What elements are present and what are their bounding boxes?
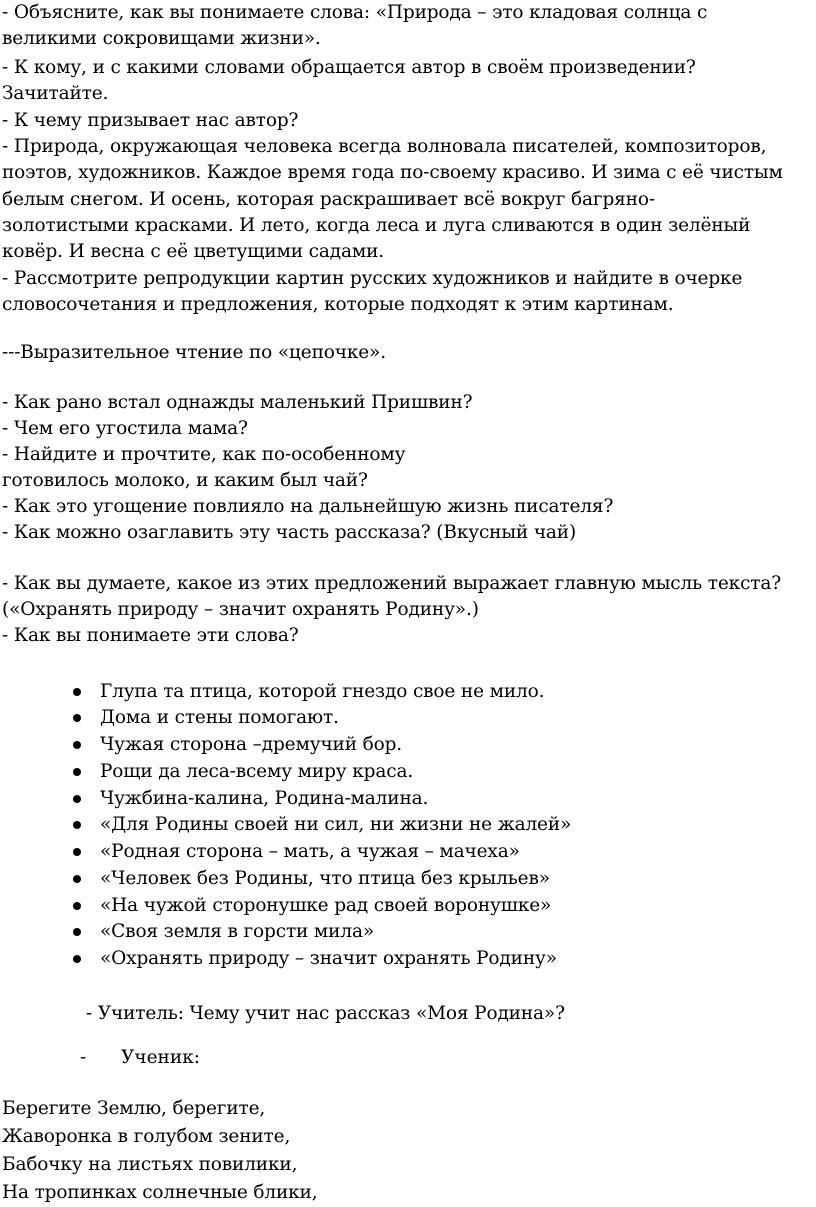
intro-line: - Природа, окружающая человека всегда волновала писателей, композиторов, <box>2 136 767 157</box>
intro-line: - Объясните, как вы понимаете слова: «Природа – это кладовая солнца с <box>2 2 708 23</box>
student-dash: - <box>80 1047 87 1068</box>
intro-line: - Рассмотрите репродукции картин русских художников и найдите в очерке <box>2 268 743 289</box>
proverb-text: Чужбина-калина, Родина-малина. <box>100 788 429 809</box>
intro-line: Зачитайте. <box>2 83 109 104</box>
bullet-icon <box>73 955 81 963</box>
proverb-text: Рощи да леса-всему миру краса. <box>100 761 414 782</box>
poem-line: Жаворонка в голубом зените, <box>2 1126 291 1147</box>
bullet-icon <box>73 928 81 936</box>
poem-line: На тропинках солнечные блики, <box>2 1182 318 1203</box>
bullet-icon <box>73 848 81 856</box>
proverb-text: «На чужой сторонушке рад своей воронушке» <box>100 895 552 916</box>
bullet-icon <box>73 768 81 776</box>
bullet-icon <box>73 902 81 910</box>
student-label: Ученик: <box>121 1047 201 1068</box>
bullet-icon <box>73 875 81 883</box>
main-idea-line: - Как вы понимаете эти слова? <box>2 625 299 646</box>
question-line: - Найдите и прочтите, как по-особенному <box>2 444 406 465</box>
bullet-icon <box>73 795 81 803</box>
intro-line: поэтов, художников. Каждое время года по-своему красиво. И зима с её чистым <box>2 162 783 183</box>
bullet-icon <box>73 688 81 696</box>
question-line: - Чем его угостила мама? <box>2 418 248 439</box>
poem-line: Берегите Землю, берегите, <box>2 1098 266 1119</box>
chain-reading-line: ---Выразительное чтение по «цепочке». <box>2 342 386 363</box>
proverb-text: Глупа та птица, которой гнездо свое не мило. <box>100 681 545 702</box>
main-idea-line: («Охранять природу – значит охранять Родину».) <box>2 599 479 620</box>
intro-line: великими сокровищами жизни». <box>2 28 321 49</box>
bullet-icon <box>73 741 81 749</box>
bullet-icon <box>73 714 81 722</box>
proverb-text: «Для Родины своей ни сил, ни жизни не жалей» <box>100 814 572 835</box>
intro-line: белым снегом. И осень, которая раскрашивает всё вокруг багряно- <box>2 189 655 210</box>
intro-line: - К чему призывает нас автор? <box>2 110 299 131</box>
proverb-text: Дома и стены помогают. <box>100 707 339 728</box>
proverb-text: «Родная сторона – мать, а чужая – мачеха» <box>100 841 520 862</box>
intro-line: золотистыми красками. И лето, когда леса и луга сливаются в один зелёный <box>2 215 751 236</box>
teacher-question: - Учитель: Чему учит нас рассказ «Моя Родина»? <box>86 1003 565 1024</box>
question-line: - Как это угощение повлияло на дальнейшую жизнь писателя? <box>2 496 614 517</box>
proverb-text: Чужая сторона –дремучий бор. <box>100 734 403 755</box>
intro-line: - К кому, и с какими словами обращается автор в своём произведении? <box>2 57 696 78</box>
poem-line: Бабочку на листьях повилики, <box>2 1154 298 1175</box>
intro-line: ковёр. И весна с её цветущими садами. <box>2 241 385 262</box>
question-line: - Как можно озаглавить эту часть рассказа? (Вкусный чай) <box>2 522 577 543</box>
intro-line: словосочетания и предложения, которые подходят к этим картинам. <box>2 294 674 315</box>
question-line: готовилось молоко, и каким был чай? <box>2 470 368 491</box>
main-idea-line: - Как вы думаете, какое из этих предложений выражает главную мысль текста? <box>2 573 782 594</box>
proverb-text: «Охранять природу – значит охранять Родину» <box>100 948 557 969</box>
proverb-text: «Своя земля в горсти мила» <box>100 921 375 942</box>
proverb-text: «Человек без Родины, что птица без крыльев» <box>100 868 550 889</box>
question-line: - Как рано встал однажды маленький Пришвин? <box>2 392 473 413</box>
bullet-icon <box>73 821 81 829</box>
